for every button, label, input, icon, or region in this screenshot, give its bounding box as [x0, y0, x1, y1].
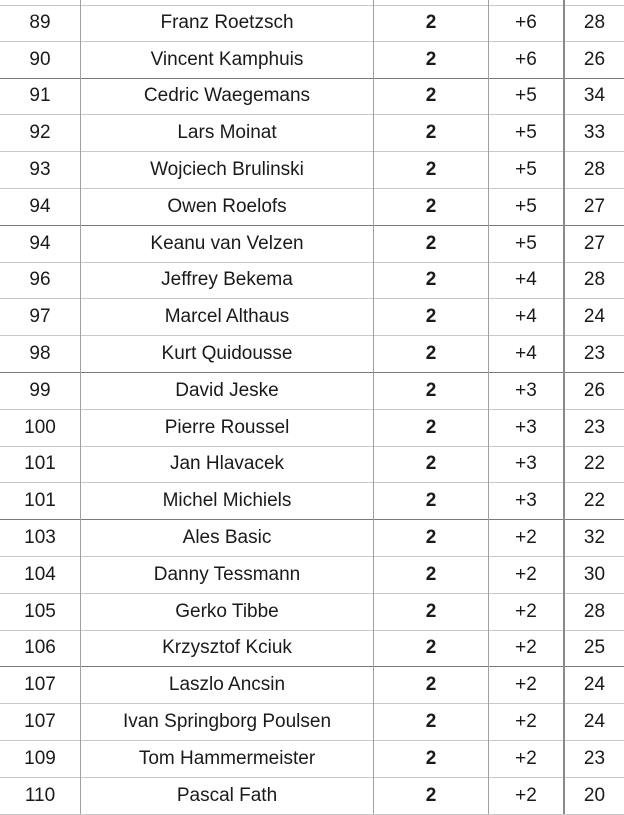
difference-cell: +2 — [515, 637, 537, 659]
score-cell: 33 — [583, 122, 606, 144]
points-cell: 2 — [425, 784, 437, 806]
table-row — [0, 594, 624, 631]
difference-cell: +4 — [515, 343, 537, 365]
rank-cell: 101 — [24, 490, 56, 512]
score-cell: 27 — [583, 232, 606, 254]
score-cell: 30 — [583, 563, 606, 585]
player-name-cell: Lars Moinat — [177, 122, 277, 144]
points-cell: 2 — [425, 11, 437, 33]
difference-cell: +5 — [515, 195, 537, 217]
points-cell: 2 — [425, 416, 437, 438]
table-row — [0, 336, 624, 373]
table-row — [0, 5, 624, 42]
difference-cell: +2 — [515, 784, 537, 806]
score-cell: 28 — [583, 600, 606, 622]
score-cell: 25 — [583, 637, 606, 659]
table-row — [0, 741, 624, 778]
table-row — [0, 631, 624, 668]
player-name-cell: David Jeske — [175, 379, 279, 401]
rank-cell: 106 — [24, 637, 56, 659]
table-row — [0, 115, 624, 152]
table-row — [0, 42, 624, 79]
rank-cell: 94 — [29, 232, 51, 254]
difference-cell: +2 — [515, 563, 537, 585]
player-name-cell: Wojciech Brulinski — [150, 159, 304, 181]
difference-cell: +2 — [515, 527, 537, 549]
difference-cell: +3 — [515, 416, 537, 438]
points-cell: 2 — [425, 453, 437, 475]
table-row — [0, 667, 624, 704]
rank-cell: 105 — [24, 600, 56, 622]
table-row — [0, 557, 624, 594]
difference-cell: +3 — [515, 490, 537, 512]
player-name-cell: Gerko Tibbe — [175, 600, 279, 622]
points-cell: 2 — [425, 122, 437, 144]
rank-cell: 89 — [29, 11, 51, 33]
column-divider-name — [373, 0, 374, 814]
rank-cell: 92 — [29, 122, 51, 144]
points-cell: 2 — [425, 269, 437, 291]
player-name-cell: Franz Roetzsch — [160, 11, 294, 33]
difference-cell: +4 — [515, 306, 537, 328]
points-cell: 2 — [425, 711, 437, 733]
rank-cell: 101 — [24, 453, 56, 475]
column-divider-diff — [563, 0, 565, 814]
score-cell: 32 — [583, 527, 606, 549]
player-name-cell: Keanu van Velzen — [150, 232, 304, 254]
score-cell: 24 — [583, 711, 606, 733]
rank-cell: 100 — [24, 416, 56, 438]
rank-cell: 103 — [24, 527, 56, 549]
player-name-cell: Pierre Roussel — [164, 416, 290, 438]
table-row — [0, 79, 624, 116]
rank-cell: 107 — [24, 674, 56, 696]
table-row — [0, 410, 624, 447]
points-cell: 2 — [425, 306, 437, 328]
table-row — [0, 483, 624, 520]
player-name-cell: Owen Roelofs — [167, 195, 287, 217]
player-name-cell: Cedric Waegemans — [143, 85, 311, 107]
rank-cell: 110 — [24, 784, 56, 806]
points-cell: 2 — [425, 747, 437, 769]
difference-cell: +5 — [515, 159, 537, 181]
points-cell: 2 — [425, 527, 437, 549]
points-cell: 2 — [425, 600, 437, 622]
table-row — [0, 299, 624, 336]
rank-cell: 90 — [29, 48, 51, 70]
rank-cell: 96 — [29, 269, 51, 291]
score-cell: 26 — [583, 379, 606, 401]
score-cell: 24 — [583, 674, 606, 696]
score-cell: 24 — [583, 306, 606, 328]
rank-cell: 104 — [24, 563, 56, 585]
difference-cell: +6 — [515, 48, 537, 70]
table-row — [0, 189, 624, 226]
points-cell: 2 — [425, 379, 437, 401]
difference-cell: +5 — [515, 232, 537, 254]
player-name-cell: Ivan Springborg Poulsen — [122, 711, 332, 733]
rank-cell: 107 — [24, 711, 56, 733]
player-name-cell: Jeffrey Bekema — [161, 269, 293, 291]
player-name-cell: Pascal Fath — [176, 784, 278, 806]
column-divider-rank — [80, 0, 81, 814]
player-name-cell: Vincent Kamphuis — [150, 48, 304, 70]
score-cell: 22 — [583, 490, 606, 512]
player-name-cell: Michel Michiels — [162, 490, 292, 512]
rank-cell: 109 — [24, 747, 56, 769]
player-name-cell: Tom Hammermeister — [138, 747, 316, 769]
table-row — [0, 373, 624, 410]
player-name-cell: Laszlo Ancsin — [168, 674, 286, 696]
points-cell: 2 — [425, 343, 437, 365]
table-row — [0, 447, 624, 484]
difference-cell: +3 — [515, 453, 537, 475]
score-cell: 28 — [583, 269, 606, 291]
player-name-cell: Marcel Althaus — [164, 306, 290, 328]
rank-cell: 91 — [29, 85, 51, 107]
table-row — [0, 226, 624, 263]
difference-cell: +6 — [515, 11, 537, 33]
points-cell: 2 — [425, 637, 437, 659]
points-cell: 2 — [425, 195, 437, 217]
score-cell: 27 — [583, 195, 606, 217]
player-name-cell: Jan Hlavacek — [169, 453, 285, 475]
difference-cell: +2 — [515, 747, 537, 769]
difference-cell: +5 — [515, 122, 537, 144]
score-cell: 23 — [583, 343, 606, 365]
rank-cell: 94 — [29, 195, 51, 217]
points-cell: 2 — [425, 48, 437, 70]
table-row — [0, 520, 624, 557]
difference-cell: +2 — [515, 600, 537, 622]
score-cell: 23 — [583, 416, 606, 438]
player-name-cell: Kurt Quidousse — [161, 343, 293, 365]
score-cell: 28 — [583, 159, 606, 181]
column-divider-points — [488, 0, 489, 814]
rank-cell: 93 — [29, 159, 51, 181]
points-cell: 2 — [425, 159, 437, 181]
points-cell: 2 — [425, 85, 437, 107]
table-row — [0, 704, 624, 741]
rank-cell: 98 — [29, 343, 51, 365]
player-name-cell: Ales Basic — [182, 527, 272, 549]
points-cell: 2 — [425, 674, 437, 696]
table-row — [0, 152, 624, 189]
rank-cell: 99 — [29, 379, 51, 401]
difference-cell: +2 — [515, 674, 537, 696]
points-cell: 2 — [425, 232, 437, 254]
difference-cell: +2 — [515, 711, 537, 733]
score-cell: 26 — [583, 48, 606, 70]
table-row — [0, 263, 624, 300]
player-name-cell: Danny Tessmann — [153, 563, 301, 585]
score-cell: 28 — [583, 11, 606, 33]
score-cell: 34 — [583, 85, 606, 107]
rank-cell: 97 — [29, 306, 51, 328]
difference-cell: +4 — [515, 269, 537, 291]
difference-cell: +3 — [515, 379, 537, 401]
table-row — [0, 778, 624, 815]
score-cell: 20 — [583, 784, 606, 806]
score-cell: 23 — [583, 747, 606, 769]
points-cell: 2 — [425, 490, 437, 512]
points-cell: 2 — [425, 563, 437, 585]
score-cell: 22 — [583, 453, 606, 475]
player-name-cell: Krzysztof Kciuk — [162, 637, 292, 659]
difference-cell: +5 — [515, 85, 537, 107]
